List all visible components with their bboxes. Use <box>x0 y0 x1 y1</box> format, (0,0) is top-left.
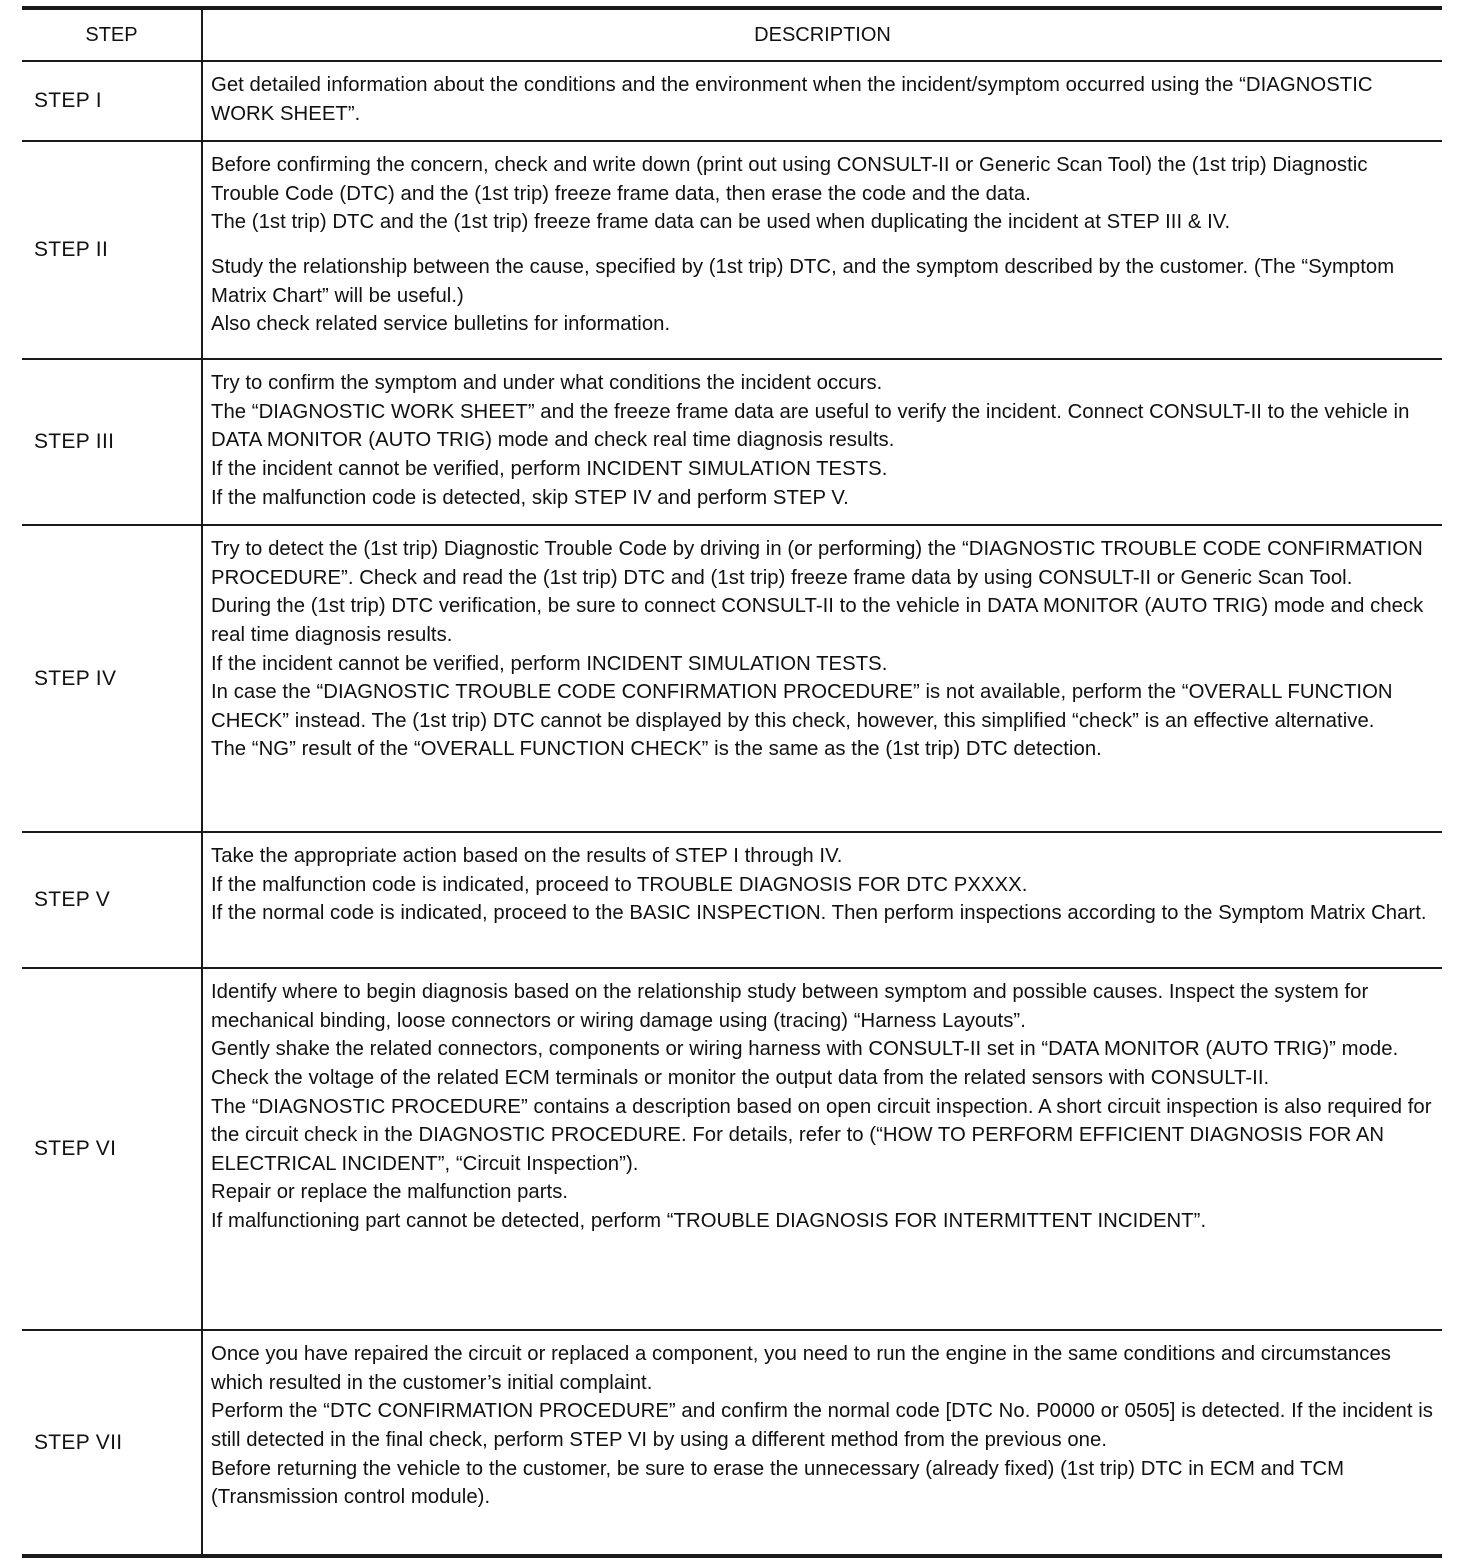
description-line: If the malfunction code is indicated, proceed to TROUBLE DIAGNOSIS FOR DTC PXXXX. <box>211 873 1028 896</box>
description-line: Perform the “DTC CONFIRMATION PROCEDURE” and confirm the normal code [DTC No. P0000 or 0505] is detected. If the incident is still detected in the final check, perform STEP VI by using a different method from the previous one. <box>211 1400 1433 1451</box>
step-description <box>202 359 1442 525</box>
step-row <box>22 1330 1442 1556</box>
description-line: Get detailed information about the conditions and the environment when the incident/symptom occurred using the “DIAGNOSTIC WORK SHEET”. <box>211 74 1373 125</box>
description-line: Study the relationship between the cause, specified by (1st trip) DTC, and the symptom described by the customer. (The “Symptom Matrix Chart” will be useful.) <box>211 255 1395 307</box>
description-line: Take the appropriate action based on the results of STEP I through IV. <box>211 845 843 868</box>
description-line: Identify where to begin diagnosis based on the relationship study between symptom and possible causes. Inspect the system for mechanical binding, loose connectors or wiring damage using (tracing) “Harness Layouts”. <box>211 981 1369 1032</box>
step-row <box>22 968 1442 1330</box>
description-line: During the (1st trip) DTC verification, be sure to connect CONSULT-II to the vehicle in DATA MONITOR (AUTO TRIG) mode and check real time diagnosis results. <box>211 595 1424 646</box>
description-line: Also check related service bulletins for information. <box>211 313 671 336</box>
step-label: STEP IV <box>22 525 202 832</box>
step-row <box>22 61 1442 141</box>
step-label: STEP II <box>22 141 202 359</box>
description-line: Before confirming the concern, check and write down (print out using CONSULT-II or Generic Scan Tool) the (1st trip) Diagnostic Trouble Code (DTC) and the (1st trip) freeze frame data, then erase the code and the data. <box>211 154 1368 205</box>
description-line <box>211 237 1436 253</box>
step-row <box>22 141 1442 359</box>
description-line: The “NG” result of the “OVERALL FUNCTION CHECK” is the same as the (1st trip) DTC detection. <box>211 738 1102 761</box>
step-row <box>22 832 1442 968</box>
step-row <box>22 525 1442 832</box>
step-column-header: STEP <box>22 8 202 61</box>
diagnostic-steps-table <box>22 6 1442 1558</box>
description-line: If the malfunction code is detected, skip STEP IV and perform STEP V. <box>211 486 849 509</box>
step-description <box>202 61 1442 141</box>
description-line: Once you have repaired the circuit or replaced a component, you need to run the engine in the same conditions and circumstances which resulted in the customer’s initial complaint. <box>211 1343 1391 1394</box>
steps-body <box>22 61 1442 1556</box>
description-line: Try to confirm the symptom and under what conditions the incident occurs. <box>211 372 883 395</box>
step-description <box>202 525 1442 832</box>
header-row <box>22 8 1442 61</box>
step-description <box>202 1330 1442 1556</box>
step-label: STEP V <box>22 832 202 968</box>
step-label: STEP I <box>22 61 202 141</box>
description-line: Before returning the vehicle to the customer, be sure to erase the unnecessary (already fixed) (1st trip) DTC in ECM and TCM (Transmission control module). <box>211 1457 1345 1509</box>
step-description <box>202 832 1442 968</box>
description-line: Repair or replace the malfunction parts. <box>211 1181 569 1204</box>
description-line: The “DIAGNOSTIC WORK SHEET” and the freeze frame data are useful to verify the incident. Connect CONSULT-II to the vehicle in DATA MONITOR (AUTO TRIG) mode and check real time diagnosis results. <box>211 400 1410 452</box>
description-line: Check the voltage of the related ECM terminals or monitor the output data from the related sensors with CONSULT-II. <box>211 1066 1270 1089</box>
description-line: Gently shake the related connectors, components or wiring harness with CONSULT-II set in “DATA MONITOR (AUTO TRIG)” mode. <box>211 1038 1399 1061</box>
description-line: The “DIAGNOSTIC PROCEDURE” contains a description based on open circuit inspection. A short circuit inspection is also required for the circuit check in the DIAGNOSTIC PROCEDURE. For details, refer to (“HOW TO PERFORM EFFICIENT DIAGNOSIS FOR AN ELECTRICAL INCIDENT”, “Circuit Inspection”). <box>211 1095 1432 1175</box>
description-line: If the incident cannot be verified, perform INCIDENT SIMULATION TESTS. <box>211 457 888 480</box>
description-line: If malfunctioning part cannot be detected, perform “TROUBLE DIAGNOSIS FOR INTERMITTENT INCIDENT”. <box>211 1209 1207 1232</box>
description-line: Try to detect the (1st trip) Diagnostic Trouble Code by driving in (or performing) the “DIAGNOSTIC TROUBLE CODE CONFIRMATION PROCEDURE”. Check and read the (1st trip) DTC and (1st trip) freeze frame data by using CONSULT-II or Generic Scan Tool. <box>211 538 1423 589</box>
description-line: If the normal code is indicated, proceed to the BASIC INSPECTION. Then perform inspections according to the Symptom Matrix Chart. <box>211 902 1427 925</box>
step-description <box>202 968 1442 1330</box>
step-label: STEP VI <box>22 968 202 1330</box>
step-row <box>22 359 1442 525</box>
step-description <box>202 141 1442 359</box>
diagnostic-steps-document <box>22 6 1442 1558</box>
description-line: If the incident cannot be verified, perform INCIDENT SIMULATION TESTS. <box>211 652 888 675</box>
step-label: STEP III <box>22 359 202 525</box>
description-line: In case the “DIAGNOSTIC TROUBLE CODE CONFIRMATION PROCEDURE” is not available, perform the “OVERALL FUNCTION CHECK” instead. The (1st trip) DTC cannot be displayed by this check, however, this simplified “check” is an effective alternative. <box>211 681 1393 732</box>
description-line: The (1st trip) DTC and the (1st trip) freeze frame data can be used when duplicating the incident at STEP III & IV. <box>211 211 1231 234</box>
description-column-header: DESCRIPTION <box>202 8 1442 61</box>
step-label: STEP VII <box>22 1330 202 1556</box>
